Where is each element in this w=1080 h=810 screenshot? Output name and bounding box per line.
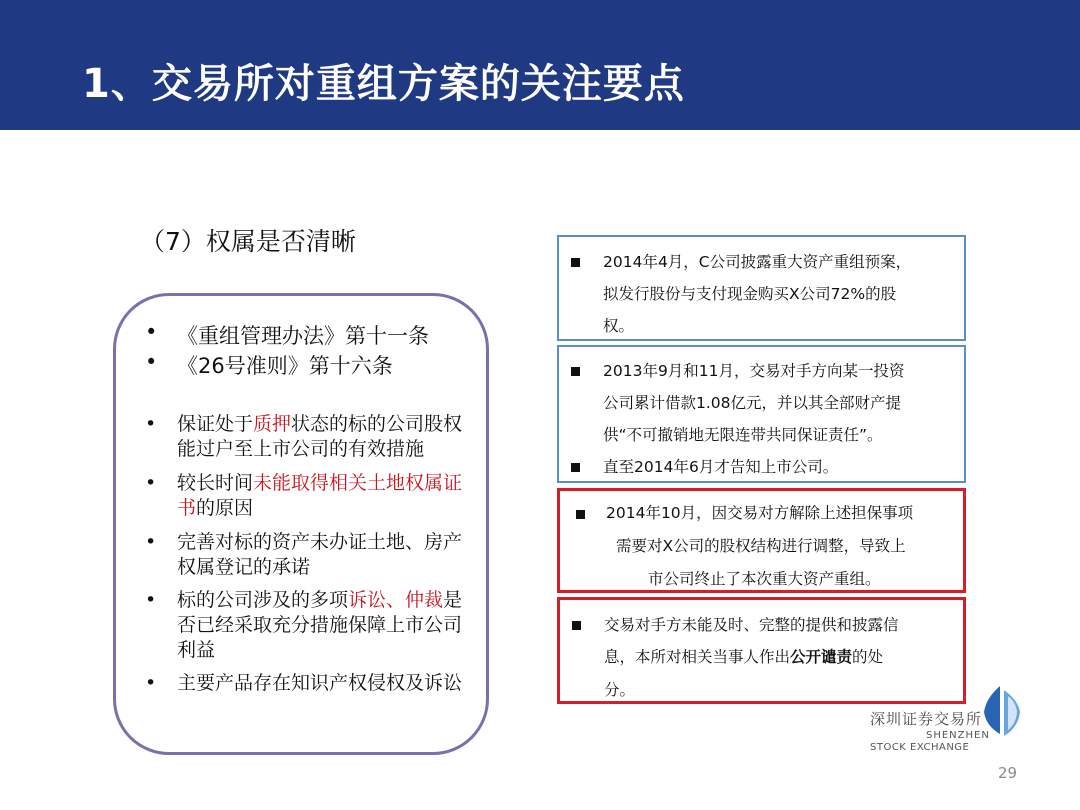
box-line: 供“不可撤销地无限连带共同保证责任”。	[603, 426, 883, 444]
box-line: 分。	[604, 681, 636, 699]
list-item-text: 主要产品存在知识产权侵权及诉讼	[177, 672, 463, 694]
square-bullet-icon	[571, 463, 580, 472]
box-line: 市公司终止了本次重大资产重组。	[648, 570, 881, 588]
square-bullet-icon	[572, 621, 581, 630]
section-heading: （7）权属是否清晰	[140, 227, 356, 256]
logo-name-en: STOCK EXCHANGE	[870, 742, 970, 753]
bullet: •	[145, 531, 157, 553]
box-line: 需要对X公司的股权结构进行调整，导致上	[616, 537, 906, 555]
box-line: 2013年9月和11月，交易对手方向某一投资	[603, 362, 905, 380]
highlight-text: 诉讼、仲裁	[348, 589, 444, 611]
box-line: 2014年10月，因交易对方解除上述担保事项	[606, 504, 914, 522]
square-bullet-icon	[571, 258, 580, 267]
logo-name-cn: 深圳证券交易所	[870, 710, 983, 728]
case-box-announcement	[557, 235, 966, 341]
box-line: 2014年4月，C公司披露重大资产重组预案，	[603, 253, 912, 271]
highlight-text: 未能取得相关土地权属证书	[177, 472, 463, 519]
case-box-guarantee	[557, 345, 966, 483]
list-item-text: 标的公司涉及的多项诉讼、仲裁是否已经采取充分措施保障上市公司利益	[177, 589, 463, 661]
public-censure-text: 公开谴责	[790, 648, 853, 666]
logo-name-en: SHENZHEN	[926, 730, 990, 741]
highlight-text: 质押	[253, 413, 292, 435]
box-line: 权。	[603, 317, 635, 335]
list-item-text: 完善对标的资产未办证土地、房产权属登记的承诺	[177, 531, 463, 578]
case-box-termination	[557, 488, 966, 593]
law-reference-text: 《26号准则》第十六条	[177, 354, 393, 378]
box-line: 公司累计借款1.08亿元，并以其全部财产提	[603, 394, 902, 412]
bullet: •	[145, 320, 158, 344]
law-reference-text: 《重组管理办法》第十一条	[177, 324, 429, 348]
page-number: 29	[998, 764, 1018, 782]
bullet: •	[145, 472, 157, 494]
box-line: 交易对手方未能及时、完整的提供和披露信	[604, 616, 899, 634]
list-item-text: 保证处于质押状态的标的公司股权能过户至上市公司的有效措施	[177, 413, 463, 460]
box-line: 息，本所对相关当事人作出公开谴责的处	[604, 648, 884, 666]
square-bullet-icon	[576, 510, 585, 519]
bullet: •	[145, 350, 158, 374]
box-line: 直至2014年6月才告知上市公司。	[603, 458, 839, 476]
title-bar	[0, 0, 1080, 130]
bullet: •	[145, 589, 157, 611]
bullet: •	[145, 672, 157, 694]
szse-logo	[860, 686, 1020, 756]
page-title: 1、交易所对重组方案的关注要点	[82, 61, 685, 107]
list-item-text: 较长时间未能取得相关土地权属证书的原因	[177, 472, 463, 519]
bullet: •	[145, 413, 157, 435]
box-line: 拟发行股份与支付现金购买X公司72%的股	[603, 285, 897, 303]
square-bullet-icon	[571, 367, 580, 376]
